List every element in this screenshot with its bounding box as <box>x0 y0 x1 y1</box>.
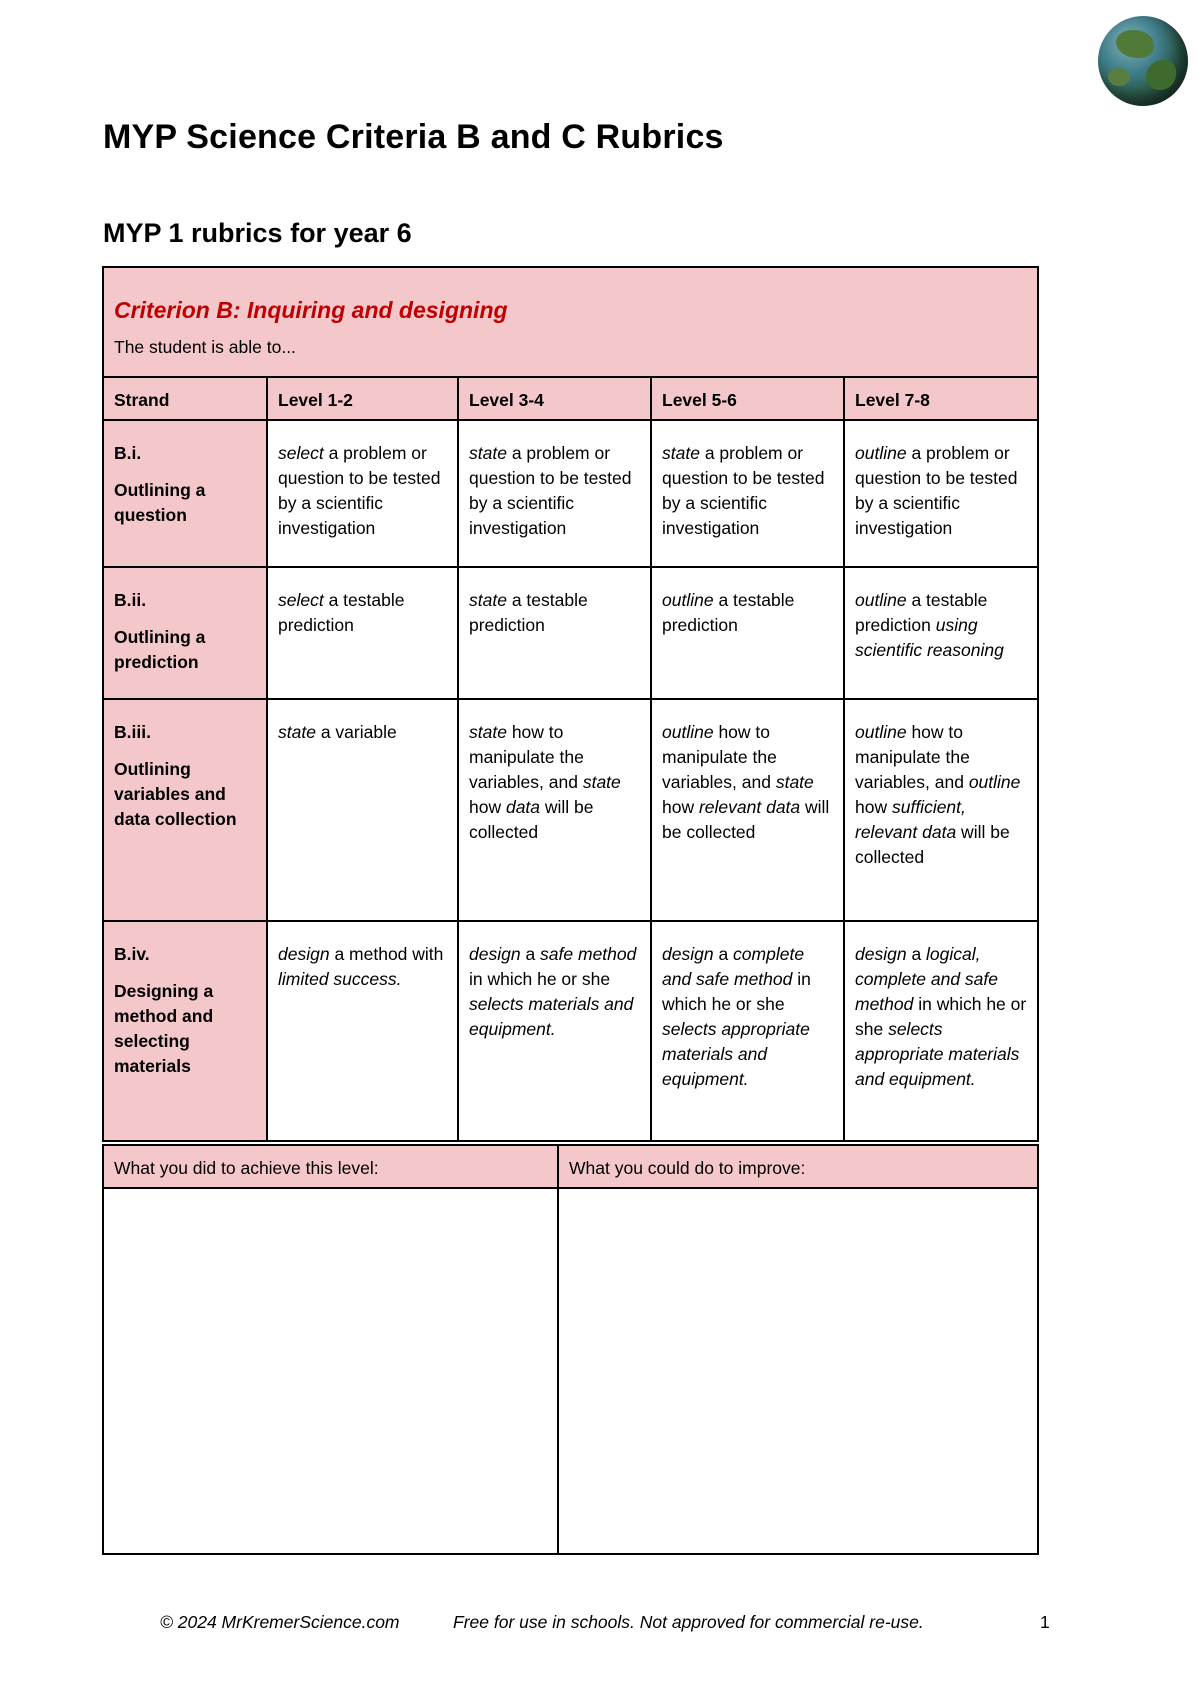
column-header-row <box>103 377 1038 420</box>
column-header: Level 1-2 <box>267 377 458 420</box>
level-descriptor <box>267 420 458 567</box>
descriptor-command-term: logical, complete and safe method <box>855 944 999 1014</box>
descriptor-command-term: safe method <box>540 944 637 964</box>
descriptor-command-term: outline <box>968 772 1021 792</box>
rubric-table <box>102 266 1039 1142</box>
level-descriptor <box>844 420 1038 567</box>
strand-name: Designing a method and selecting materials <box>114 981 214 1076</box>
descriptor-command-term: state <box>278 722 316 742</box>
strand-row <box>103 699 1038 921</box>
strand-cell <box>103 921 267 1141</box>
descriptor-text: a problem or question to be tested by a scientific investigation <box>662 443 825 538</box>
descriptor-text: a method with <box>329 944 444 964</box>
descriptor-command-term: outline <box>855 443 907 463</box>
improve-entry-box[interactable] <box>558 1188 1038 1554</box>
descriptor-text: a <box>520 944 541 964</box>
descriptor-text: a testable prediction <box>662 590 795 635</box>
descriptor-command-term: outline <box>855 590 907 610</box>
column-header: Level 3-4 <box>458 377 651 420</box>
descriptor-command-term: design <box>855 944 907 964</box>
descriptor-text: will be collected <box>855 822 1010 867</box>
strand-code: B.iv. <box>114 944 150 964</box>
strand-cell <box>103 699 267 921</box>
descriptor-text: a <box>906 944 927 964</box>
descriptor-command-term: state <box>582 772 621 792</box>
strand-name: Outlining variables and data collection <box>114 759 237 829</box>
descriptor-command-term: relevant data <box>698 797 801 817</box>
descriptor-command-term: state <box>662 443 700 463</box>
criterion-header <box>103 267 1038 377</box>
level-descriptor <box>267 567 458 699</box>
strand-code: B.i. <box>114 443 142 463</box>
level-descriptor <box>267 921 458 1141</box>
feedback-entry-row <box>103 1188 1038 1554</box>
level-descriptor <box>651 699 844 921</box>
level-descriptor <box>651 567 844 699</box>
criterion-title: Criterion B: Inquiring and designing <box>114 297 508 323</box>
descriptor-text: will be collected <box>662 797 830 842</box>
descriptor-text: a problem or question to be tested by a scientific investigation <box>855 443 1018 538</box>
descriptor-command-term: state <box>469 722 507 742</box>
strand-row <box>103 567 1038 699</box>
descriptor-command-term: data <box>505 797 541 817</box>
descriptor-command-term: outline <box>662 590 714 610</box>
footer-usage-note: Free for use in schools. Not approved for commercial re-use. <box>453 1612 924 1632</box>
strand-cell <box>103 567 267 699</box>
descriptor-command-term: sufficient, relevant data <box>855 797 966 842</box>
descriptor-command-term: selects materials and equipment. <box>469 994 634 1039</box>
column-header: Level 7-8 <box>844 377 1038 420</box>
level-descriptor <box>458 921 651 1141</box>
level-descriptor <box>651 921 844 1141</box>
improve-label: What you could do to improve: <box>558 1145 1038 1188</box>
page-subtitle: MYP 1 rubrics for year 6 <box>103 218 412 248</box>
descriptor-command-term: selects appropriate materials and equipment. <box>855 1019 1020 1089</box>
footer-copyright: © 2024 MrKremerScience.com <box>160 1612 400 1632</box>
strand-row <box>103 921 1038 1141</box>
descriptor-text: how to manipulate the variables, and <box>469 722 584 792</box>
level-descriptor <box>844 921 1038 1141</box>
descriptor-command-term: outline <box>855 722 907 742</box>
level-descriptor <box>844 567 1038 699</box>
level-descriptor <box>267 699 458 921</box>
descriptor-text: how to manipulate the variables, and <box>855 722 970 792</box>
descriptor-command-term: select <box>278 443 324 463</box>
descriptor-text: how <box>469 797 506 817</box>
strand-row <box>103 420 1038 567</box>
descriptor-command-term: selects appropriate materials and equipment. <box>662 1019 810 1089</box>
descriptor-command-term: select <box>278 590 324 610</box>
descriptor-text: in which he or she <box>469 969 611 989</box>
strand-code: B.ii. <box>114 590 147 610</box>
descriptor-command-term: state <box>469 590 507 610</box>
page-title: MYP Science Criteria B and C Rubrics <box>103 118 724 156</box>
descriptor-command-term: design <box>278 944 330 964</box>
descriptor-text: how <box>855 797 892 817</box>
descriptor-command-term: state <box>775 772 814 792</box>
descriptor-text: a testable prediction <box>469 590 588 635</box>
descriptor-text: a testable prediction <box>278 590 405 635</box>
descriptor-text: how <box>662 797 699 817</box>
level-descriptor <box>458 699 651 921</box>
descriptor-text: in which he or she <box>662 969 811 1014</box>
descriptor-command-term: limited success. <box>278 969 402 989</box>
feedback-table <box>102 1144 1039 1555</box>
descriptor-text: a problem or question to be tested by a scientific investigation <box>469 443 632 538</box>
level-descriptor <box>458 420 651 567</box>
criterion-intro: The student is able to... <box>114 337 296 357</box>
descriptor-text: a problem or question to be tested by a scientific investigation <box>278 443 441 538</box>
descriptor-text: a testable prediction <box>855 590 988 635</box>
earth-globe-logo-icon <box>1098 16 1188 106</box>
descriptor-command-term: design <box>662 944 714 964</box>
descriptor-command-term: design <box>469 944 521 964</box>
strand-code: B.iii. <box>114 722 151 742</box>
feedback-header-row <box>103 1145 1038 1188</box>
descriptor-text: a variable <box>315 722 397 742</box>
level-descriptor <box>458 567 651 699</box>
achieved-entry-box[interactable] <box>103 1188 558 1554</box>
descriptor-command-term: complete and safe method <box>662 944 805 989</box>
descriptor-command-term: outline <box>662 722 714 742</box>
strand-name: Outlining a prediction <box>114 627 206 672</box>
strand-name: Outlining a question <box>114 480 206 525</box>
descriptor-text: will be collected <box>469 797 594 842</box>
descriptor-text: how to manipulate the variables, and <box>662 722 777 792</box>
strand-cell <box>103 420 267 567</box>
achieved-label: What you did to achieve this level: <box>103 1145 558 1188</box>
column-header: Level 5-6 <box>651 377 844 420</box>
page-number: 1 <box>1040 1612 1050 1632</box>
descriptor-text: a <box>713 944 734 964</box>
column-header: Strand <box>103 377 267 420</box>
descriptor-command-term: using scientific reasoning <box>855 615 1004 660</box>
descriptor-text: in which he or she <box>855 994 1027 1039</box>
level-descriptor <box>844 699 1038 921</box>
level-descriptor <box>651 420 844 567</box>
descriptor-command-term: state <box>469 443 507 463</box>
